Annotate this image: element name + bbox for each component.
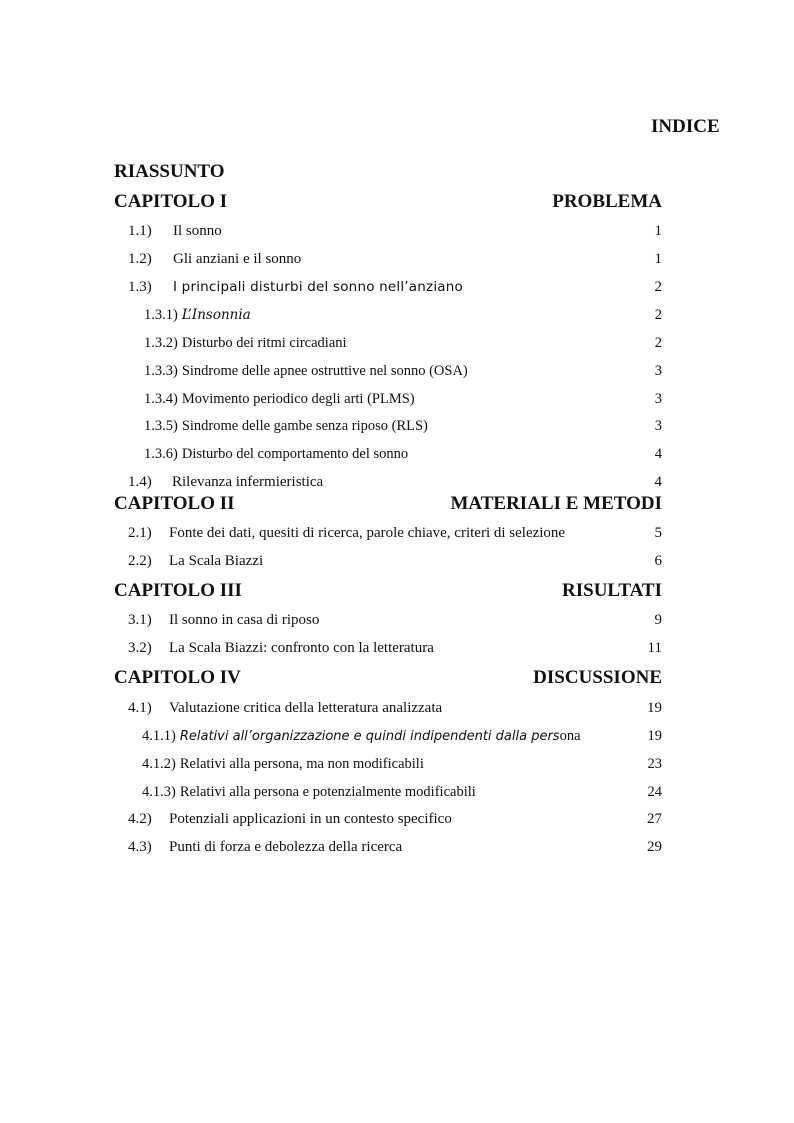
entry-number: 1.1) [128, 223, 152, 239]
chapter-name: RISULTATI [562, 580, 662, 601]
entry-number: 4.3) [128, 839, 152, 855]
toc-entry [128, 837, 662, 857]
chapter-label: CAPITOLO I [114, 191, 228, 212]
entry-number: 2.2) [128, 553, 152, 569]
entry-number: 4.1.1) [142, 728, 176, 744]
entry-page: 3 [654, 418, 662, 434]
entry-page: 3 [654, 363, 662, 379]
toc-subentry [142, 726, 662, 746]
toc-entry [128, 472, 662, 492]
chapter-name: MATERIALI E METODI [450, 493, 662, 514]
entry-page: 5 [654, 525, 662, 541]
chapter-name: PROBLEMA [552, 191, 662, 212]
entry-title: Disturbo del comportamento del sonno [181, 446, 409, 462]
entry-number: 3.2) [128, 640, 152, 656]
toc-subentry [144, 416, 662, 436]
entry-number: 1.3.3) [144, 363, 178, 379]
toc-subentry [144, 389, 662, 409]
chapter-name: DISCUSSIONE [533, 667, 662, 688]
entry-title [180, 726, 662, 747]
toc-subentry [144, 361, 662, 381]
entry-page: 1 [654, 251, 662, 267]
entry-title: Movimento periodico degli arti (PLMS) [181, 391, 415, 407]
entry-page: 23 [647, 756, 662, 772]
chapter-label: CAPITOLO III [114, 580, 242, 601]
entry-page: 11 [647, 640, 662, 656]
entry-page: 2 [654, 307, 662, 323]
toc-entry [128, 277, 662, 297]
entry-number: 4.1.2) [142, 756, 176, 772]
toc-subentry [142, 782, 662, 802]
entry-number: 1.3) [128, 279, 152, 295]
entry-number: 4.1.3) [142, 784, 176, 800]
chapter-heading [114, 190, 662, 214]
entry-page: 27 [647, 811, 662, 827]
entry-number: 3.1) [128, 612, 152, 628]
entry-title: Sindrome delle gambe senza riposo (RLS) [181, 418, 428, 434]
entry-number: 1.3.1) [144, 307, 178, 323]
entry-title-italic: Relativi all’organizzazione e quindi indipendenti dalla pers [179, 729, 560, 744]
toc-entry [128, 698, 662, 718]
chapter-heading [114, 492, 662, 516]
entry-number: 1.3.2) [144, 335, 178, 351]
entry-page: 4 [654, 474, 662, 490]
entry-page: 9 [654, 612, 662, 628]
entry-page: 1 [654, 223, 662, 239]
entry-number: 2.1) [128, 525, 152, 541]
entry-title: L’Insonnia [181, 307, 251, 323]
chapter-heading [114, 579, 662, 603]
entry-title-tail: ona [559, 728, 581, 744]
toc-entry [128, 638, 662, 658]
chapter-label: CAPITOLO IV [114, 667, 241, 688]
entry-number: 1.3.5) [144, 418, 178, 434]
entry-title: Potenziali applicazioni in un contesto specifico [169, 811, 452, 827]
entry-title: Sindrome delle apnee ostruttive nel sonno (OSA) [181, 363, 468, 379]
chapter-label: CAPITOLO II [114, 493, 235, 514]
toc-entry [128, 551, 662, 571]
toc-entry [128, 809, 662, 829]
toc-entry [128, 523, 662, 543]
summary-heading: RIASSUNTO [114, 161, 225, 182]
toc-subentry [142, 754, 662, 774]
chapter-heading [114, 666, 662, 690]
entry-title: Punti di forza e debolezza della ricerca [169, 839, 403, 855]
entry-title: La Scala Biazzi: confronto con la letteratura [169, 640, 434, 656]
entry-number: 4.2) [128, 811, 152, 827]
entry-title: Fonte dei dati, quesiti di ricerca, parole chiave, criteri di selezione [169, 525, 566, 541]
entry-page: 6 [654, 553, 662, 569]
entry-title: Relativi alla persona, ma non modificabili [179, 756, 424, 772]
toc-subentry [144, 305, 662, 325]
entry-number: 1.2) [128, 251, 152, 267]
toc-entry [128, 249, 662, 269]
entry-number: 1.3.6) [144, 446, 178, 462]
toc-entry [128, 610, 662, 630]
entry-page: 19 [647, 728, 662, 744]
entry-page: 29 [647, 839, 662, 855]
entry-page: 3 [654, 391, 662, 407]
entry-number: 4.1) [128, 700, 152, 716]
entry-title: Valutazione critica della letteratura analizzata [169, 700, 443, 716]
entry-page: 24 [647, 784, 662, 800]
entry-title: Disturbo dei ritmi circadiani [181, 335, 347, 351]
entry-title: Il sonno in casa di riposo [169, 612, 320, 628]
entry-title: I principali disturbi del sonno nell’anziano [173, 279, 463, 295]
entry-title: Relativi alla persona e potenzialmente modificabili [179, 784, 476, 800]
entry-title: Il sonno [173, 223, 222, 239]
toc-subentry [144, 444, 662, 464]
entry-title: Gli anziani e il sonno [173, 251, 302, 267]
toc-entry [128, 221, 662, 241]
entry-number: 1.3.4) [144, 391, 178, 407]
entry-title: La Scala Biazzi [169, 553, 264, 569]
entry-page: 4 [654, 446, 662, 462]
entry-page: 19 [647, 700, 662, 716]
entry-page: 2 [654, 335, 662, 351]
entry-number: 1.4) [128, 474, 152, 490]
entry-page: 2 [654, 279, 662, 295]
toc-subentry [144, 333, 662, 353]
entry-title: Rilevanza infermieristica [172, 474, 324, 490]
document-title: INDICE [651, 116, 720, 137]
